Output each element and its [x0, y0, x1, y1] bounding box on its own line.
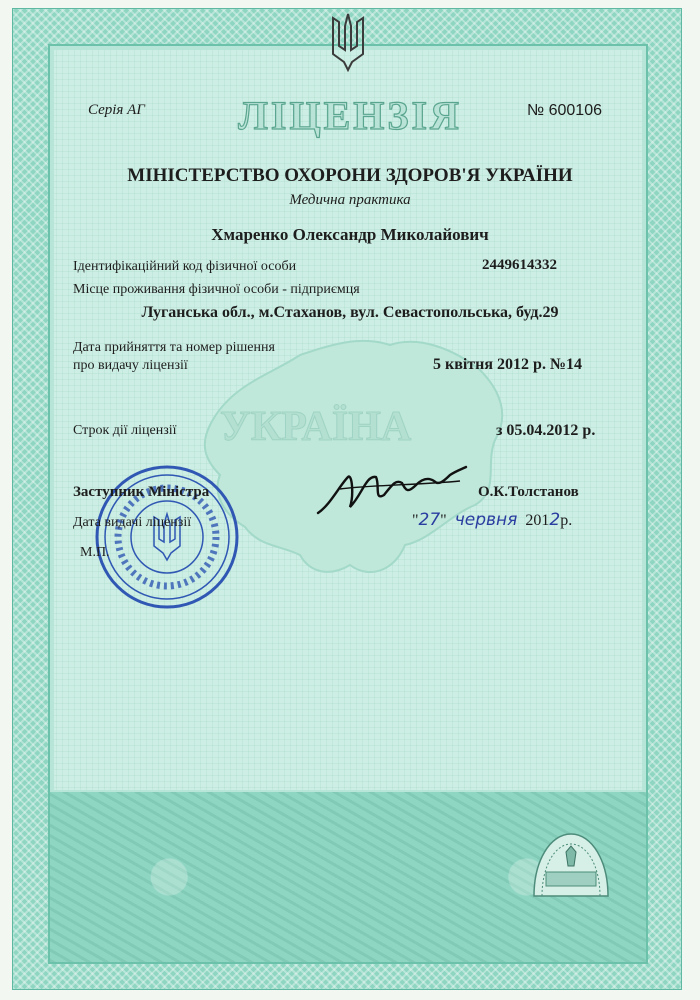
ministry-name: МІНІСТЕРСТВО ОХОРОНИ ЗДОРОВ'Я УКРАЇНИ: [127, 165, 573, 186]
decision-value: 5 квітня 2012 р. №14: [433, 356, 583, 373]
id-code-value: 2449614332: [482, 257, 557, 273]
issue-date-year-prefix: 201: [525, 512, 550, 529]
decision-label-line1: Дата прийняття та номер рішення: [73, 340, 275, 355]
issue-date-open-quote: ": [412, 512, 419, 529]
issue-date-year-suffix: р.: [560, 512, 573, 529]
validity-term-value: з 05.04.2012 р.: [496, 422, 596, 439]
document-title: ЛІЦЕНЗІЯ: [238, 93, 462, 138]
security-hologram: [528, 826, 614, 900]
holder-name: Хмаренко Олександр Миколайович: [211, 225, 489, 244]
validity-term-label: Строк дії ліцензії: [73, 423, 177, 438]
signatory-name: О.К.Толстанов: [478, 484, 579, 500]
residence-label: Місце проживання фізичної особи - підприємця: [73, 282, 360, 297]
issue-date-year-digit: 2: [549, 510, 561, 530]
issue-date-label: Дата видачі ліцензії: [73, 515, 192, 530]
issue-date-month: червня: [454, 510, 518, 530]
series-label: Серія АГ: [88, 102, 145, 118]
seal-placeholder-label: М.П.: [80, 545, 110, 560]
activity-type: Медична практика: [289, 192, 411, 208]
residence-address: Луганська обл., м.Стаханов, вул. Севастопольська, буд.29: [141, 304, 559, 321]
trident-emblem-icon: [330, 10, 366, 72]
decision-label-line2: про видачу ліцензії: [73, 358, 188, 373]
signatory-position: Заступник Міністра: [73, 484, 210, 500]
issue-date-close-quote: ": [440, 512, 447, 529]
license-number: № 600106: [527, 102, 602, 119]
watermark-text: УКРАЇНА: [220, 404, 412, 450]
id-code-label: Ідентифікаційний код фізичної особи: [73, 259, 297, 274]
issue-date-day: 27: [418, 510, 441, 530]
issue-date: [412, 510, 572, 530]
